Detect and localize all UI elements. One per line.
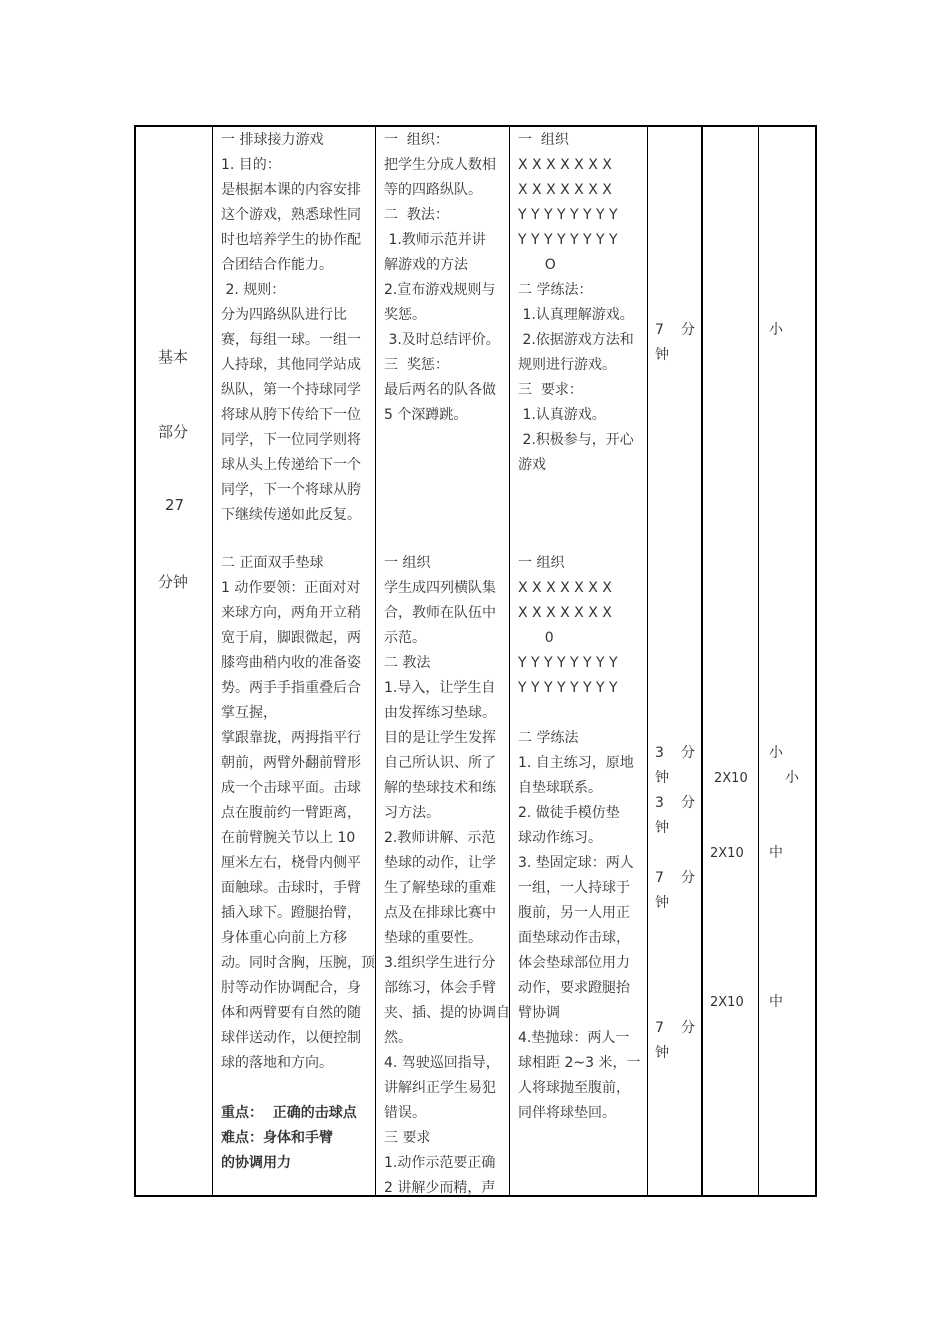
time-number: 3 (655, 745, 664, 761)
text-line: 一 组织： (384, 132, 449, 148)
text-line: 球的落地和方向。 (221, 1055, 333, 1071)
section-minutes: 27 (165, 496, 185, 514)
text-line: 3.及时总结评价。 (384, 332, 500, 348)
time-unit: 分 (681, 795, 695, 811)
text-line: 部练习，体会手臂 (384, 980, 496, 996)
time-unit-2: 钟 (655, 895, 669, 911)
text-line: 下继续传递如此反复。 (221, 507, 361, 523)
text-line: 人持球，其他同学站成 (221, 357, 361, 373)
time-unit: 分 (681, 745, 695, 761)
text-line: 身体重心向前上方移 (221, 930, 347, 946)
bump-reps-1: 2X10 (714, 771, 748, 786)
text-line: 2 讲解少而精，声 (384, 1180, 496, 1196)
text-line: 一 组织 (518, 132, 569, 148)
text-line: 时也培养学生的协作配 (221, 232, 361, 248)
text-line: 2.依据游戏方法和 (518, 332, 634, 348)
text-line: 掌互握， (221, 705, 277, 721)
column-divider (647, 127, 648, 1195)
column-divider (758, 127, 759, 1195)
text-line: Y Y Y Y Y Y Y Y (518, 655, 618, 671)
text-line: 自己所认识、所了 (384, 755, 496, 771)
text-line: 然。 (384, 1030, 412, 1046)
text-line: O (518, 257, 556, 273)
text-line: X X X X X X X (518, 157, 612, 173)
text-line: 来球方向，两角开立稍 (221, 605, 361, 621)
time-unit: 分 (681, 322, 695, 338)
text-line: 分为四路纵队进行比 (221, 307, 347, 323)
bump-teacher-method (384, 551, 510, 1201)
text-line: 赛，每组一球。一组一 (221, 332, 361, 348)
text-line: 重点： 正确的击球点 (221, 1105, 357, 1121)
text-line: 是根据本课的内容安排 (221, 182, 361, 198)
text-line: 将球从胯下传给下一位 (221, 407, 361, 423)
text-line: 等的四路纵队。 (384, 182, 482, 198)
column-divider (509, 127, 510, 1195)
text-line: 2.宣布游戏规则与 (384, 282, 496, 298)
text-line: 点在腹前约一臂距离， (221, 805, 361, 821)
bump-intensity-3: 中 (769, 845, 783, 861)
time-number: 7 (655, 870, 664, 886)
text-line: 同伴将球垫回。 (518, 1105, 616, 1121)
text-line: 球伴送动作，以便控制 (221, 1030, 361, 1046)
text-line: 二 学练法： (518, 282, 593, 298)
text-line: 一 组织 (518, 555, 565, 571)
text-line: 自垫球联系。 (518, 780, 602, 796)
bump-reps-2: 2X10 (710, 846, 744, 861)
text-line: 在前臂腕关节以上 10 (221, 830, 356, 846)
text-line: 垫球的重要性。 (384, 930, 482, 946)
text-line: 一 组织 (384, 555, 431, 571)
text-line: 宽于肩，脚跟微起，两 (221, 630, 361, 646)
text-line: 面垫球动作击球， (518, 930, 630, 946)
text-line: 体和两臂要有自然的随 (221, 1005, 361, 1021)
text-line: 势。两手手指重叠后合 (221, 680, 361, 696)
text-line: 奖惩。 (384, 307, 426, 323)
game-content (221, 128, 366, 528)
bump-intensity-4: 中 (769, 994, 783, 1010)
text-line: 难点：身体和手臂 (221, 1130, 333, 1146)
column-divider (375, 127, 376, 1195)
text-line: X X X X X X X (518, 182, 612, 198)
time-number: 7 (655, 322, 664, 338)
text-line: 体会垫球部位用力 (518, 955, 630, 971)
text-line: 的协调用力 (221, 1155, 291, 1171)
text-line: 动作，要求蹬腿抬 (518, 980, 630, 996)
text-line: 学生成四列横队集 (384, 580, 496, 596)
text-line: 膝弯曲稍内收的准备姿 (221, 655, 361, 671)
text-line: 插入球下。蹬腿抬臂， (221, 905, 361, 921)
text-line: 1.教师示范并讲 (384, 232, 486, 248)
text-line: 垫球的动作，让学 (384, 855, 496, 871)
text-line: 游戏 (518, 457, 546, 473)
text-line: 合，教师在队伍中 (384, 605, 496, 621)
text-line: 人将球抛至腹前， (518, 1080, 630, 1096)
text-line: 讲解纠正学生易犯 (384, 1080, 496, 1096)
text-line: X X X X X X X (518, 580, 612, 596)
bump-time-2 (655, 791, 695, 841)
text-line: Y Y Y Y Y Y Y Y (518, 232, 618, 248)
text-line: 规则进行游戏。 (518, 357, 616, 373)
text-line: 目的是让学生发挥 (384, 730, 496, 746)
text-line: 三 要求 (384, 1130, 431, 1146)
bump-intensity-2: 小 (785, 770, 799, 786)
text-line: Y Y Y Y Y Y Y Y (518, 207, 618, 223)
text-line: 示范。 (384, 630, 426, 646)
text-line: 纵队，第一个持球同学 (221, 382, 361, 398)
column-divider (212, 127, 213, 1195)
text-line: 球相距 2~3 米，一 (518, 1055, 641, 1071)
text-line: 一 排球接力游戏 (221, 132, 324, 148)
text-line: 解的垫球技术和练 (384, 780, 496, 796)
text-line: 5 个深蹲跳。 (384, 407, 468, 423)
section-name-line2: 部分 (158, 423, 189, 441)
section-unit: 分钟 (158, 573, 189, 591)
game-student-method (518, 128, 640, 478)
text-line: 1 动作要领：正面对对 (221, 580, 361, 596)
text-line: 三 奖惩： (384, 357, 449, 373)
text-line: 解游戏的方法 (384, 257, 468, 273)
text-line: 4. 驾驶巡回指导， (384, 1055, 500, 1071)
time-unit: 分 (681, 1020, 695, 1036)
time-unit-2: 钟 (655, 1045, 669, 1061)
text-line: 动。同时含胸，压腕，顶 (221, 955, 375, 971)
text-line: Y Y Y Y Y Y Y Y (518, 680, 618, 696)
text-line: 肘等动作协调配合，身 (221, 980, 361, 996)
text-line (518, 701, 640, 726)
text-line: 臂协调 (518, 1005, 560, 1021)
text-line: 3.组织学生进行分 (384, 955, 496, 971)
text-line: 2. 规则： (221, 282, 286, 298)
text-line: 最后两名的队各做 (384, 382, 496, 398)
text-line: 1.认真理解游戏。 (518, 307, 634, 323)
bump-content (221, 551, 375, 1176)
time-number: 7 (655, 1020, 664, 1036)
time-unit-2: 钟 (655, 820, 669, 836)
time-unit-2: 钟 (655, 770, 669, 786)
text-line: 夹、插、提的协调自 (384, 1005, 510, 1021)
text-line: 0 (518, 630, 554, 646)
bump-student-method (518, 551, 640, 1126)
text-line: X X X X X X X (518, 605, 612, 621)
lesson-plan-table (134, 125, 817, 1197)
text-line: 面触球。击球时，手臂 (221, 880, 361, 896)
section-name-line1: 基本 (158, 348, 189, 366)
text-line: 把学生分成人数相 (384, 157, 496, 173)
bump-time-3 (655, 866, 695, 916)
text-line: 腹前，另一人用正 (518, 905, 630, 921)
text-line: 2.积极参与，开心 (518, 432, 634, 448)
text-line: 1. 目的： (221, 157, 281, 173)
time-number: 3 (655, 795, 664, 811)
text-line: 成一个击球平面。击球 (221, 780, 361, 796)
text-line: 同学，下一个将球从胯 (221, 482, 361, 498)
text-line: 4.垫抛球：两人一 (518, 1030, 630, 1046)
text-line: 点及在排球比赛中 (384, 905, 496, 921)
text-line: 2. 做徒手模仿垫 (518, 805, 620, 821)
text-line: 1.导入，让学生自 (384, 680, 496, 696)
text-line: 球从头上传递给下一个 (221, 457, 361, 473)
text-line: 合团结合作能力。 (221, 257, 333, 273)
bump-time-1 (655, 741, 695, 791)
bump-intensity-1: 小 (769, 745, 783, 761)
text-line: 同学，下一位同学则将 (221, 432, 361, 448)
text-line: 球动作练习。 (518, 830, 602, 846)
time-unit-2: 钟 (655, 347, 669, 363)
game-intensity: 小 (769, 322, 783, 338)
text-line: 二 正面双手垫球 (221, 555, 324, 571)
text-line: 二 学练法 (518, 730, 579, 746)
bump-time-4 (655, 1016, 695, 1066)
text-line: 二 教法： (384, 207, 449, 223)
bump-reps-3: 2X10 (710, 995, 744, 1010)
text-line: 一组，一人持球于 (518, 880, 630, 896)
text-line: 1.动作示范要正确 (384, 1155, 496, 1171)
text-line: 这个游戏，熟悉球性同 (221, 207, 361, 223)
text-line: 掌跟靠拢，两拇指平行 (221, 730, 361, 746)
text-line: 1.认真游戏。 (518, 407, 606, 423)
text-line: 二 教法 (384, 655, 431, 671)
text-line: 错误。 (384, 1105, 426, 1121)
text-line: 1. 自主练习，原地 (518, 755, 634, 771)
text-line (221, 1076, 366, 1101)
text-line: 生了解垫球的重难 (384, 880, 496, 896)
text-line: 三 要求： (518, 382, 583, 398)
text-line: 厘米左右，桡骨内侧平 (221, 855, 361, 871)
column-divider (701, 127, 703, 1195)
text-line: 习方法。 (384, 805, 440, 821)
text-line: 由发挥练习垫球。 (384, 705, 496, 721)
time-unit: 分 (681, 870, 695, 886)
text-line: 3. 垫固定球：两人 (518, 855, 634, 871)
game-time (655, 318, 695, 368)
text-line: 2.教师讲解、示范 (384, 830, 496, 846)
game-teacher-method (384, 128, 501, 428)
text-line: 朝前，两臂外翻前臂形 (221, 755, 361, 771)
